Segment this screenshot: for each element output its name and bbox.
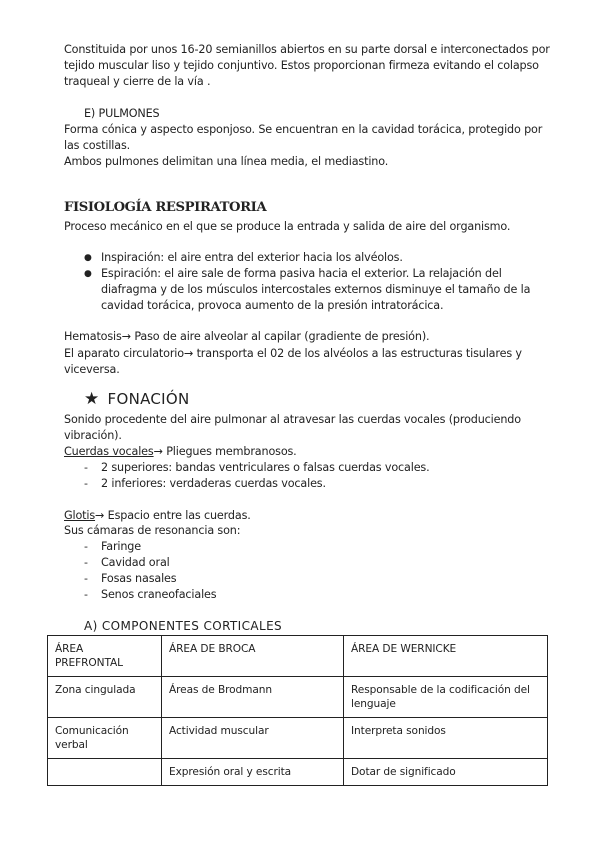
circulatorio-line-1: El aparato circulatorio→ transporta el 02 de los alvéolos a las estructuras tisulares y bbox=[64, 347, 522, 360]
table-cell bbox=[48, 759, 162, 786]
table-cell: Actividad muscular bbox=[162, 718, 344, 759]
table-cell: ÁREA DE WERNICKE bbox=[344, 636, 548, 677]
table-cell: Interpreta sonidos bbox=[344, 718, 548, 759]
table-cell: Responsable de la codificación del lenguaje bbox=[344, 677, 548, 718]
componentes-table bbox=[47, 635, 548, 786]
glotis-definition: → Espacio entre las cuerdas. bbox=[95, 509, 251, 522]
camara-item: Fosas nasales bbox=[101, 572, 177, 585]
glotis-line bbox=[64, 508, 251, 524]
camara-item: Senos craneofaciales bbox=[101, 588, 217, 601]
table-row bbox=[48, 636, 548, 677]
table-cell: Dotar de significado bbox=[344, 759, 548, 786]
fonacion-title: FONACIÓN bbox=[107, 390, 190, 408]
cuerdas-vocales-term: Cuerdas vocales bbox=[64, 445, 154, 458]
fonacion-line-2: vibración). bbox=[64, 429, 122, 442]
intro-line-3: traqueal y cierre de la vía . bbox=[64, 75, 211, 88]
cuerdas-item-1: 2 superiores: bandas ventriculares o falsas cuerdas vocales. bbox=[101, 461, 430, 474]
star-icon: ★ bbox=[84, 389, 100, 409]
fisiologia-intro: Proceso mecánico en el que se produce la entrada y salida de aire del organismo. bbox=[64, 220, 511, 233]
cuerdas-item-2: 2 inferiores: verdaderas cuerdas vocales. bbox=[101, 477, 326, 490]
cuerdas-vocales-line bbox=[64, 444, 297, 460]
fonacion-line-1: Sonido procedente del aire pulmonar al atravesar las cuerdas vocales (produciendo bbox=[64, 413, 521, 426]
dash-icon: - bbox=[84, 556, 88, 569]
pulmones-line-3: Ambos pulmones delimitan una línea media, el mediastino. bbox=[64, 155, 389, 168]
dash-icon: - bbox=[84, 588, 88, 601]
camaras-intro: Sus cámaras de resonancia son: bbox=[64, 524, 241, 537]
table-cell: Áreas de Brodmann bbox=[162, 677, 344, 718]
dash-icon: - bbox=[84, 477, 88, 490]
circulatorio-line-2: viceversa. bbox=[64, 363, 120, 376]
espiracion-line-1: Espiración: el aire sale de forma pasiva hacia el exterior. La relajación del bbox=[101, 267, 502, 280]
cuerdas-vocales-definition: → Pliegues membranosos. bbox=[153, 445, 297, 458]
inspiracion-text: Inspiración: el aire entra del exterior hacia los alvéolos. bbox=[101, 251, 403, 264]
componentes-heading: A) COMPONENTES CORTICALES bbox=[84, 619, 283, 633]
dash-icon: - bbox=[84, 540, 88, 553]
table-cell: ÁREA PREFRONTAL bbox=[48, 636, 162, 677]
fisiologia-title: FISIOLOGÍA RESPIRATORIA bbox=[64, 200, 267, 215]
hematosis-text: Hematosis→ Paso de aire alveolar al capilar (gradiente de presión). bbox=[64, 330, 430, 343]
bullet-icon: ● bbox=[84, 253, 92, 263]
table-row bbox=[48, 677, 548, 718]
intro-line-2: tejido muscular liso y tejido conjuntivo. Estos proporcionan firmeza evitando el colapso bbox=[64, 59, 539, 72]
bullet-icon: ● bbox=[84, 269, 92, 279]
espiracion-line-3: cavidad torácica, provoca aumento de la presión intratorácica. bbox=[101, 299, 444, 312]
table-cell: Expresión oral y escrita bbox=[162, 759, 344, 786]
camara-item: Faringe bbox=[101, 540, 141, 553]
camara-item: Cavidad oral bbox=[101, 556, 170, 569]
glotis-term: Glotis bbox=[64, 509, 96, 522]
table-cell: Zona cingulada bbox=[48, 677, 162, 718]
dash-icon: - bbox=[84, 572, 88, 585]
intro-line-1: Constituida por unos 16-20 semianillos abiertos en su parte dorsal e interconectados por bbox=[64, 43, 550, 56]
pulmones-line-2: las costillas. bbox=[64, 139, 131, 152]
espiracion-line-2: diafragma y de los músculos intercostales externos disminuye el tamaño de la bbox=[101, 283, 531, 296]
pulmones-heading: E) PULMONES bbox=[84, 107, 160, 120]
table-row bbox=[48, 759, 548, 786]
dash-icon: - bbox=[84, 461, 88, 474]
table-row bbox=[48, 718, 548, 759]
table-cell: ÁREA DE BROCA bbox=[162, 636, 344, 677]
fonacion-heading bbox=[84, 389, 190, 409]
table-cell: Comunicación verbal bbox=[48, 718, 162, 759]
pulmones-line-1: Forma cónica y aspecto esponjoso. Se encuentran en la cavidad torácica, protegido por bbox=[64, 123, 543, 136]
